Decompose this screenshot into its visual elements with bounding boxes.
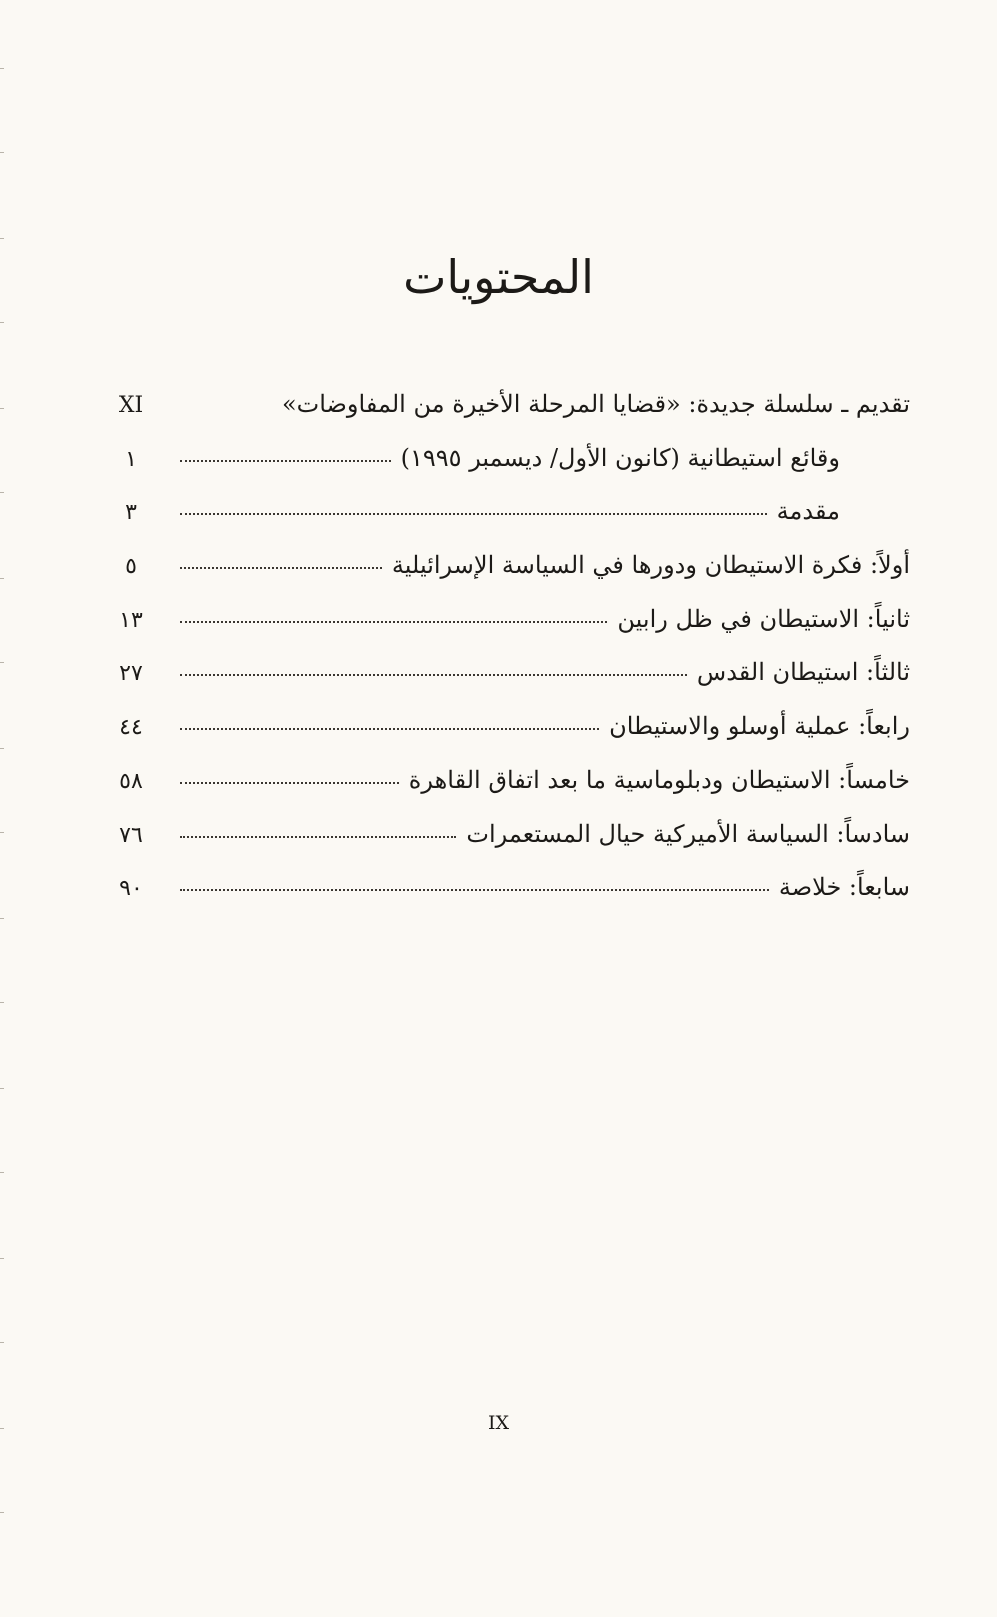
scan-edge-mark <box>0 1342 4 1343</box>
toc-entry-title: مقدمة <box>776 497 840 526</box>
toc-entry-title: خامساً: الاستيطان ودبلوماسية ما بعد اتفاق القاهرة <box>408 765 910 794</box>
toc-entry-title: سابعاً: خلاصة <box>778 873 910 902</box>
table-of-contents <box>110 390 910 927</box>
toc-entry-title: تقديم ـ سلسلة جديدة: «قضايا المرحلة الأخيرة من المفاوضات» <box>281 390 910 418</box>
scan-edge-mark <box>0 578 4 579</box>
scan-edge-mark <box>0 152 4 153</box>
toc-entry-title: وقائع استيطانية (كانون الأول/ ديسمبر ١٩٩٥) <box>400 443 840 472</box>
toc-entry-page: ٧٦ <box>119 822 143 848</box>
toc-leader-dots <box>180 728 599 730</box>
toc-leader-dots <box>180 513 767 515</box>
toc-entry-page: ٩٠ <box>119 876 143 902</box>
toc-entry <box>110 551 910 605</box>
toc-entry <box>110 766 910 820</box>
scan-edge-mark <box>0 492 4 493</box>
page-number: IX <box>487 1412 510 1434</box>
toc-entry <box>110 390 910 444</box>
scan-edge-mark <box>0 832 4 833</box>
scan-edge-mark <box>0 1512 4 1513</box>
toc-entry-title: ثانياً: الاستيطان في ظل رابين <box>617 604 910 633</box>
toc-entry-title: ثالثاً: استيطان القدس <box>696 658 910 687</box>
toc-entry-page: ٥ <box>125 554 137 580</box>
toc-entry-title: رابعاً: عملية أوسلو والاستيطان <box>609 712 910 741</box>
scan-edge-mark <box>0 68 4 69</box>
scan-edge-mark <box>0 408 4 409</box>
toc-entry <box>110 658 910 712</box>
toc-entry-title: أولاً: فكرة الاستيطان ودورها في السياسة الإسرائيلية <box>391 551 910 580</box>
toc-entry <box>110 712 910 766</box>
toc-entry-page: ٥٨ <box>119 768 143 794</box>
toc-entry <box>110 873 910 927</box>
toc-leader-dots <box>180 621 607 623</box>
toc-leader-dots <box>180 674 687 676</box>
toc-leader-dots <box>180 889 769 891</box>
scan-edge-mark <box>0 1258 4 1259</box>
scan-edge-mark <box>0 322 4 323</box>
toc-entry-page: XI <box>118 393 144 418</box>
toc-entry-page: ٣ <box>125 500 137 526</box>
scan-edge-mark <box>0 748 4 749</box>
toc-entry-page: ١٣ <box>119 607 143 633</box>
scan-edge-mark <box>0 238 4 239</box>
toc-leader-dots <box>180 836 456 838</box>
toc-entry-title: سادساً: السياسة الأميركية حيال المستعمرات <box>466 819 910 848</box>
toc-entry <box>110 605 910 659</box>
toc-leader-dots <box>180 567 382 569</box>
toc-entry <box>110 497 910 551</box>
scan-edge-mark <box>0 1002 4 1003</box>
toc-entry <box>110 444 910 498</box>
page-title: المحتويات <box>403 250 594 304</box>
scan-edge-mark <box>0 918 4 919</box>
scan-edge-mark <box>0 1172 4 1173</box>
toc-leader-dots <box>180 782 399 784</box>
toc-entry-page: ٤٤ <box>119 715 143 741</box>
scan-edge-mark <box>0 1088 4 1089</box>
toc-leader-dots <box>180 460 391 462</box>
toc-entry-page: ١ <box>125 446 137 472</box>
toc-entry-page: ٢٧ <box>119 661 143 687</box>
scan-edge-mark <box>0 662 4 663</box>
toc-entry <box>110 820 910 874</box>
